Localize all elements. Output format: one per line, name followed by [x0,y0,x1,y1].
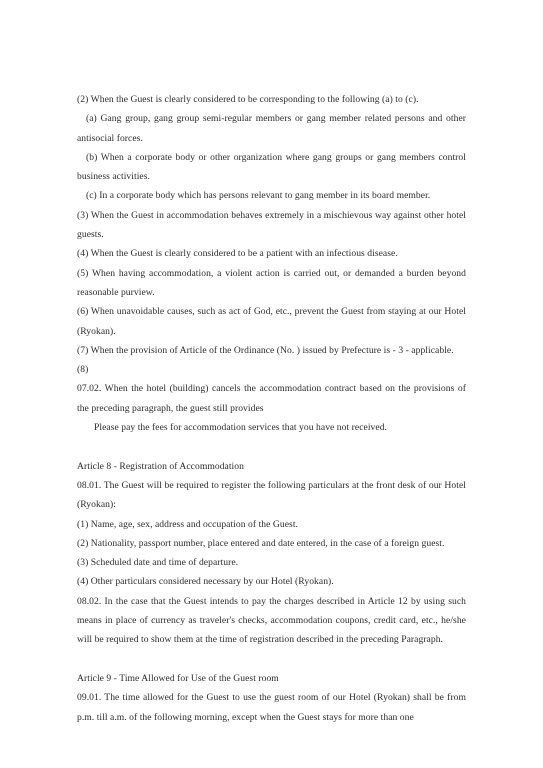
paragraph-gap [77,650,466,669]
clause-7-1-item-7: (7) When the provision of Article of the Ordinance (No. ) issued by Prefecture is - 3 - applicable. [77,344,454,356]
document-body [77,90,466,727]
clause-7-1-item-5: (5) When having accommodation, a violent action is carried out, or demanded a burden beyond reasonable purview. [77,267,466,298]
clause-7-1-item-3: (3) When the Guest in accommodation behaves extremely in a mischievous way against other hotel guests. [77,209,466,241]
clause-8-2: 08.02. In the case that the Guest intends to pay the charges described in Article 12 by using such means in place of currency as traveler's checks, accommodation coupons, credit card, etc., he/she will be required to show them at the time of registration described in the preceding Paragraph. [77,595,466,646]
clause-7-2: 07.02. When the hotel (building) cancels the accommodation contract based on the provisions of the preceding paragraph, the guest still provides [77,383,466,414]
clause-7-1-item-2c: (c) In a corporate body which has persons relevant to gang member in its board member. [86,190,431,202]
clause-7-1-item-2b: (b) When a corporate body or other organization where gang groups or gang members control business activities. [77,151,466,183]
clause-8-1: 08.01. The Guest will be required to register the following particulars at the front desk of our Hotel (Ryokan): [77,479,466,511]
clause-7-2-continuation: Please pay the fees for accommodation services that you have not received. [94,422,387,434]
clause-8-1-item-4: (4) Other particulars considered necessary by our Hotel (Ryokan). [77,576,334,588]
clause-9-1: 09.01. The time allowed for the Guest to use the guest room of our Hotel (Ryokan) shall be from p.m. till a.m. of the following morning, except when the Guest stays for more than one [77,692,466,723]
clause-7-1-item-6: (6) When unavoidable causes, such as act of God, etc., prevent the Guest from staying at our Hotel (Ryokan). [77,306,466,337]
clause-8-1-item-2: (2) Nationality, passport number, place entered and date entered, in the case of a foreign guest. [77,537,445,549]
clause-7-1-item-8: (8) [77,364,89,376]
clause-7-1-item-2a: (a) Gang group, gang group semi-regular members or gang member related persons and other antisocial forces. [77,113,466,144]
clause-7-1-item-2: (2) When the Guest is clearly considered to be corresponding to the following (a) to (c). [77,94,419,105]
article-9-heading: Article 9 - Time Allowed for Use of the Guest room [77,672,279,684]
article-8-heading: Article 8 - Registration of Accommodation [77,460,244,472]
clause-8-1-item-3: (3) Scheduled date and time of departure. [77,557,239,569]
clause-7-1-item-4: (4) When the Guest is clearly considered to be a patient with an infectious disease. [77,248,398,260]
paragraph-gap [77,437,466,456]
clause-8-1-item-1: (1) Name, age, sex, address and occupation of the Guest. [77,518,298,530]
